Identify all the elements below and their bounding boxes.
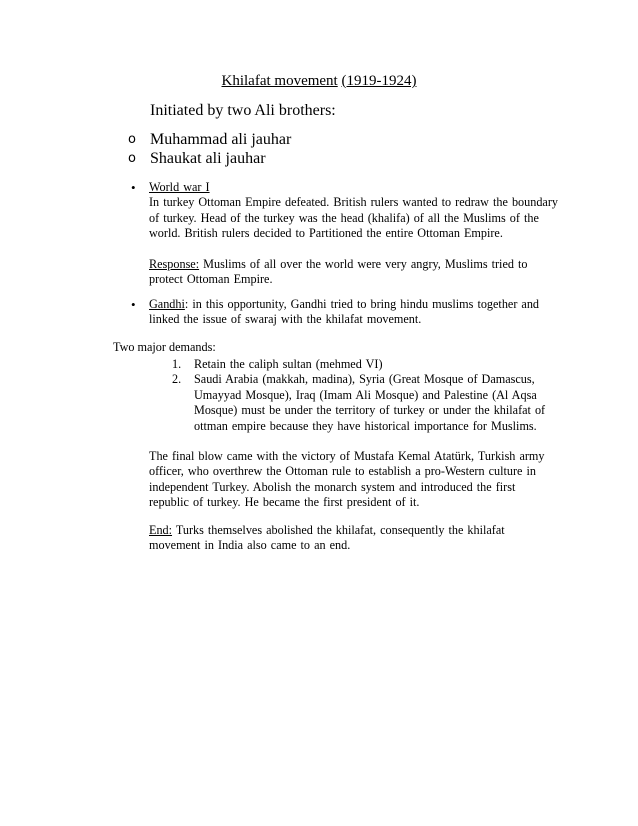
item-number: 2. xyxy=(172,372,182,387)
gandhi-line xyxy=(149,297,569,312)
end-label: End: xyxy=(149,523,173,537)
list-item xyxy=(172,357,572,372)
response-line: protect Ottoman Empire. xyxy=(149,272,273,287)
gandhi-text: : in this opportunity, Gandhi tried to bring hindu muslims together and xyxy=(184,297,540,311)
world-war-section xyxy=(149,180,569,287)
world-war-line: In turkey Ottoman Empire defeated. British rulers wanted to redraw the boundary xyxy=(149,195,558,210)
demand-line: Saudi Arabia (makkah, madina), Syria (Great Mosque of Damascus, xyxy=(194,372,535,387)
end-line xyxy=(149,523,569,538)
page-title xyxy=(0,72,638,90)
response-label: Response: xyxy=(149,256,200,271)
item-number: 1. xyxy=(172,357,182,371)
end-text: Turks themselves abolished the khilafat, consequently the khilafat xyxy=(172,523,505,537)
bullet-icon: • xyxy=(131,180,136,195)
circle-bullet-icon: o xyxy=(128,151,136,166)
gandhi-line: linked the issue of swaraj with the khilafat movement. xyxy=(149,312,422,327)
end-paragraph xyxy=(149,523,569,554)
end-line: movement in India also came to an end. xyxy=(149,538,351,553)
demand-line: Retain the caliph sultan (mehmed VI) xyxy=(194,357,383,371)
demand-line: Umayyad Mosque), Iraq (Imam Ali Mosque) and Palestine (Al Aqsa xyxy=(194,387,537,402)
brothers-list xyxy=(128,130,291,168)
demand-line: ottman empire because they have historical importance for Muslims. xyxy=(194,418,537,433)
demands-list xyxy=(172,357,572,434)
response-text: Muslims of all over the world were very angry, Muslims tried to xyxy=(199,256,528,271)
bullet-icon: • xyxy=(131,297,136,312)
paragraph-line: officer, who overthrew the Ottoman rule to establish a pro-Western culture in xyxy=(149,464,536,479)
intro-line: Initiated by two Ali brothers: xyxy=(150,102,336,119)
gandhi-section xyxy=(149,297,569,328)
world-war-heading: World war I xyxy=(149,180,210,194)
final-blow-paragraph xyxy=(149,449,569,511)
brother-name: Muhammad ali jauhar xyxy=(150,131,292,148)
paragraph-line: The final blow came with the victory of Mustafa Kemal Atatürk, Turkish army xyxy=(149,449,545,463)
paragraph-line: independent Turkey. Abolish the monarch system and introduced the first xyxy=(149,479,516,494)
brother-name: Shaukat ali jauhar xyxy=(150,150,266,167)
paragraph-line: republic of turkey. He became the first president of it. xyxy=(149,495,420,510)
list-item xyxy=(128,130,291,149)
response-line xyxy=(149,257,569,272)
demands-heading: Two major demands: xyxy=(113,340,216,354)
list-item xyxy=(172,372,572,434)
gandhi-label: Gandhi xyxy=(149,297,185,311)
demand-line: Mosque) must be under the territory of turkey or under the khilafat of xyxy=(194,403,546,418)
title-main: Khilafat movement xyxy=(221,73,338,89)
list-item xyxy=(128,149,291,168)
world-war-line: of turkey. Head of the turkey was the head (khalifa) of all the Muslims of the xyxy=(149,210,539,225)
circle-bullet-icon: o xyxy=(128,132,136,147)
world-war-line: world. British rulers decided to Partitioned the entire Ottoman Empire. xyxy=(149,226,503,241)
title-dates: (1919-1924) xyxy=(341,73,417,89)
